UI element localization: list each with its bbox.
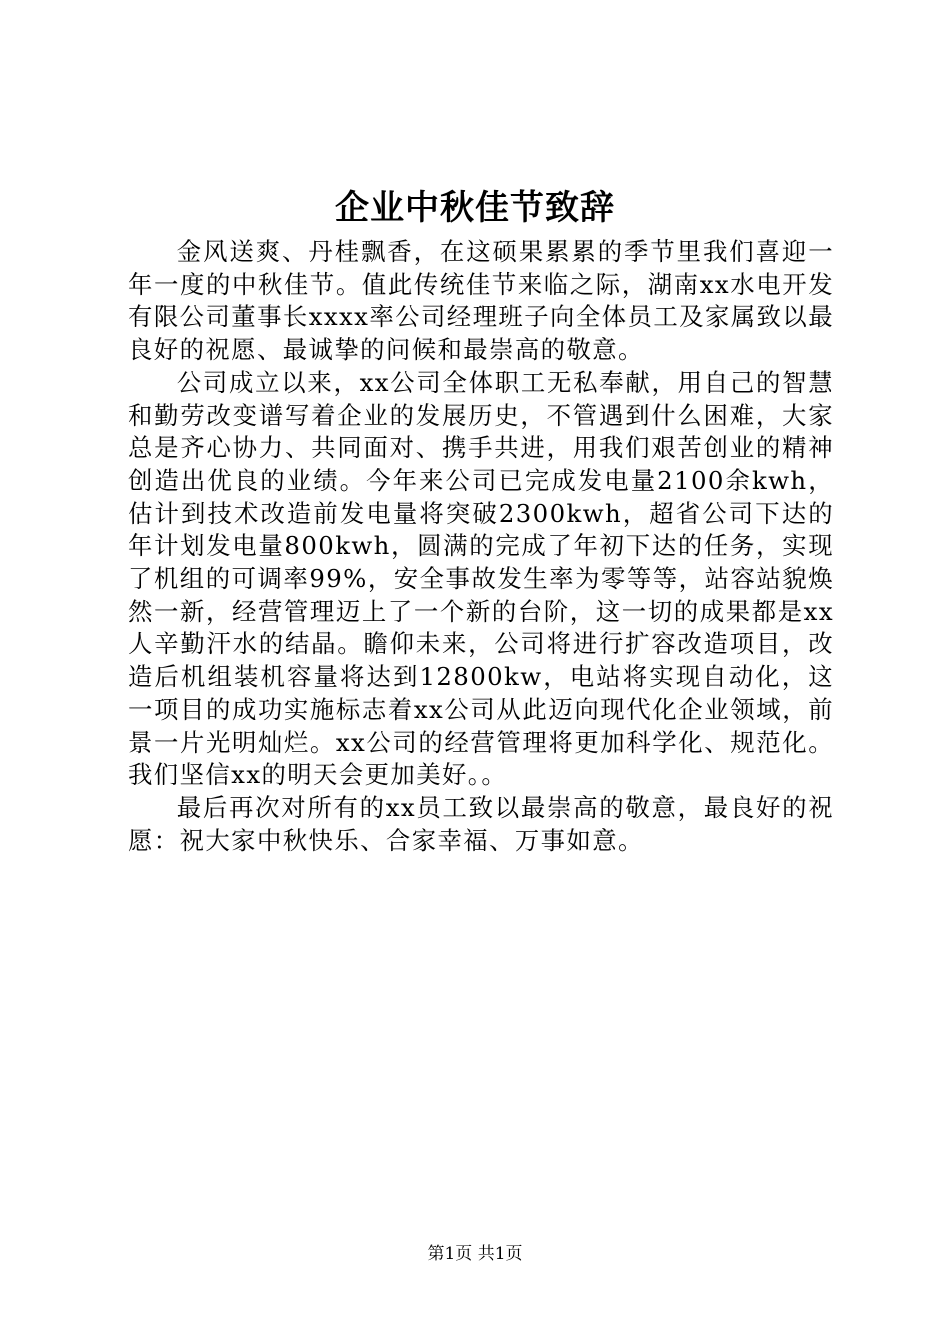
- document-title: 企业中秋佳节致辞: [335, 188, 615, 228]
- paragraph-greeting: 金风送爽、丹桂飘香，在这硕果累累的季节里我们喜迎一年一度的中秋佳节。值此传统佳节来临之际，湖南xx水电开发有限公司董事长xxxx率公司经理班子向全体员工及家属致以最良好的祝愿、最诚挚的问候和最崇高的敬意。: [128, 237, 834, 365]
- paragraph-achievements: 公司成立以来，xx公司全体职工无私奉献，用自己的智慧和勤劳改变谱写着企业的发展历史，不管遇到什么困难，大家总是齐心协力、共同面对、携手共进，用我们艰苦创业的精神创造出优良的业绩。今年来公司已完成发电量2100余kwh，估计到技术改造前发电量将突破2300kwh，超省公司下达的年计划发电量800kwh，圆满的完成了年初下达的任务，实现了机组的可调率99%，安全事故发生率为零等等，站容站貌焕然一新，经营管理迈上了一个新的台阶，这一切的成果都是xx人辛勤汗水的结晶。瞻仰未来，公司将进行扩容改造项目，改造后机组装机容量将达到12800kw，电站将实现自动化，这一项目的成功实施标志着xx公司从此迈向现代化企业领域，前景一片光明灿烂。xx公司的经营管理将更加科学化、规范化。我们坚信xx的明天会更加美好。。: [128, 367, 834, 790]
- paragraph-closing: 最后再次对所有的xx员工致以最崇高的敬意，最良好的祝愿：祝大家中秋快乐、合家幸福、万事如意。: [128, 792, 834, 855]
- page-footer: 第1页 共1页: [427, 1244, 523, 1264]
- document-body: [128, 236, 834, 857]
